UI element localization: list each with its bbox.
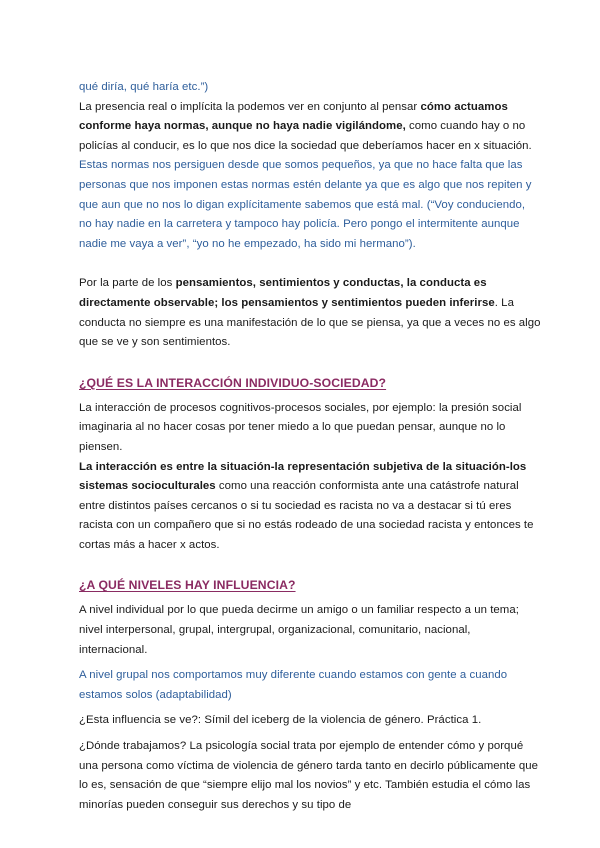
- bold-text: cómo actuamos conforme haya normas, aunque no haya nadie vigilándome,: [79, 100, 508, 133]
- document-body: [79, 78, 541, 815]
- paragraph-cognitive-social: [79, 399, 541, 458]
- paragraph-text: ¿Dónde trabajamos? La psicología social trata por ejemplo de entender cómo y porqué una persona como víctima de violencia de género tarda tanto en decirlo públicamente que lo es, sensación de que “siempre elijo mal los novios” y etc. También estudia el cómo las minorías pueden conseguir sus derechos y su tipo de: [79, 740, 538, 811]
- bold-text: pensamientos, sentimientos y conductas, la conducta es directamente observable; los pensamientos y sentimientos pueden inferirse: [79, 277, 495, 309]
- paragraph-text: ¿Esta influencia se ve?: Símil del iceberg de la violencia de género. Práctica 1.: [79, 714, 482, 727]
- paragraph-where-we-work: [79, 737, 541, 815]
- paragraph-levels: [79, 601, 541, 660]
- highlighted-text: Estas normas nos persiguen desde que somos pequeños, ya que no hace falta que las personas que nos imponen estas normas estén delante ya que es algo que nos repiten y que aun que no nos lo digan explícitamente sabemos que está mal. (“Voy conduciendo, no hay nadie en la carretera y tampoco hay policía. Pero pongo el intermitente aunque nadie me vaya a ver”, “yo no he empezado, ha sido mi hermano”).: [79, 159, 532, 250]
- bold-text: La interacción es entre la situación-la representación subjetiva de la situación-los sistemas socioculturales: [79, 460, 527, 493]
- quote-continuation: [79, 78, 541, 98]
- quote-continuation-text: qué diría, qué haría etc.”): [79, 81, 209, 93]
- paragraph-text: como cuando hay o no policías al conducir, es lo que nos dice la sociedad que deberíamos hacer en x situación.: [79, 120, 532, 152]
- paragraph-iceberg: [79, 711, 541, 731]
- paragraph-text: La interacción de procesos cognitivos-procesos sociales, por ejemplo: la presión social imaginaria al no hacer cosas por tener miedo a lo que puedan pensar, aunque no lo piensen.: [79, 401, 522, 453]
- highlighted-text: A nivel grupal nos comportamos muy diferente cuando estamos con gente a cuando estamos solos (adaptabilidad): [79, 669, 508, 701]
- paragraph-situation-systems: [79, 458, 541, 556]
- paragraph-group-level: [79, 666, 541, 705]
- paragraph-text: como una reacción conformista ante una catástrofe natural entre distintos países cercanos o si tu sociedad es racista no va a destacar si tú eres racista con un compañero que si no estás rodeado de una sociedad racista y entonces te cortas más a hacer x actos.: [79, 480, 534, 551]
- paragraph-text: Por la parte de los: [79, 277, 176, 290]
- paragraph-text: A nivel individual por lo que pueda decirme un amigo o un familiar respecto a un tema; nivel interpersonal, grupal, intergrupal, organizacional, comunitario, nacional, internacional.: [79, 604, 519, 656]
- paragraph-text: La presencia real o implícita la podemos ver en conjunto al pensar: [79, 100, 421, 113]
- section-heading-interaction: ¿QUÉ ES LA INTERACCIÓN INDIVIDUO-SOCIEDAD?: [79, 375, 387, 390]
- paragraph-thoughts-feelings: [79, 274, 541, 352]
- paragraph-presence-norms: [79, 98, 541, 255]
- paragraph-text: . La conducta no siempre es una manifestación de lo que se piensa, ya que a veces no es algo que se ve y son sentimientos.: [79, 296, 541, 349]
- section-heading-levels: ¿A QUÉ NIVELES HAY INFLUENCIA?: [79, 578, 296, 593]
